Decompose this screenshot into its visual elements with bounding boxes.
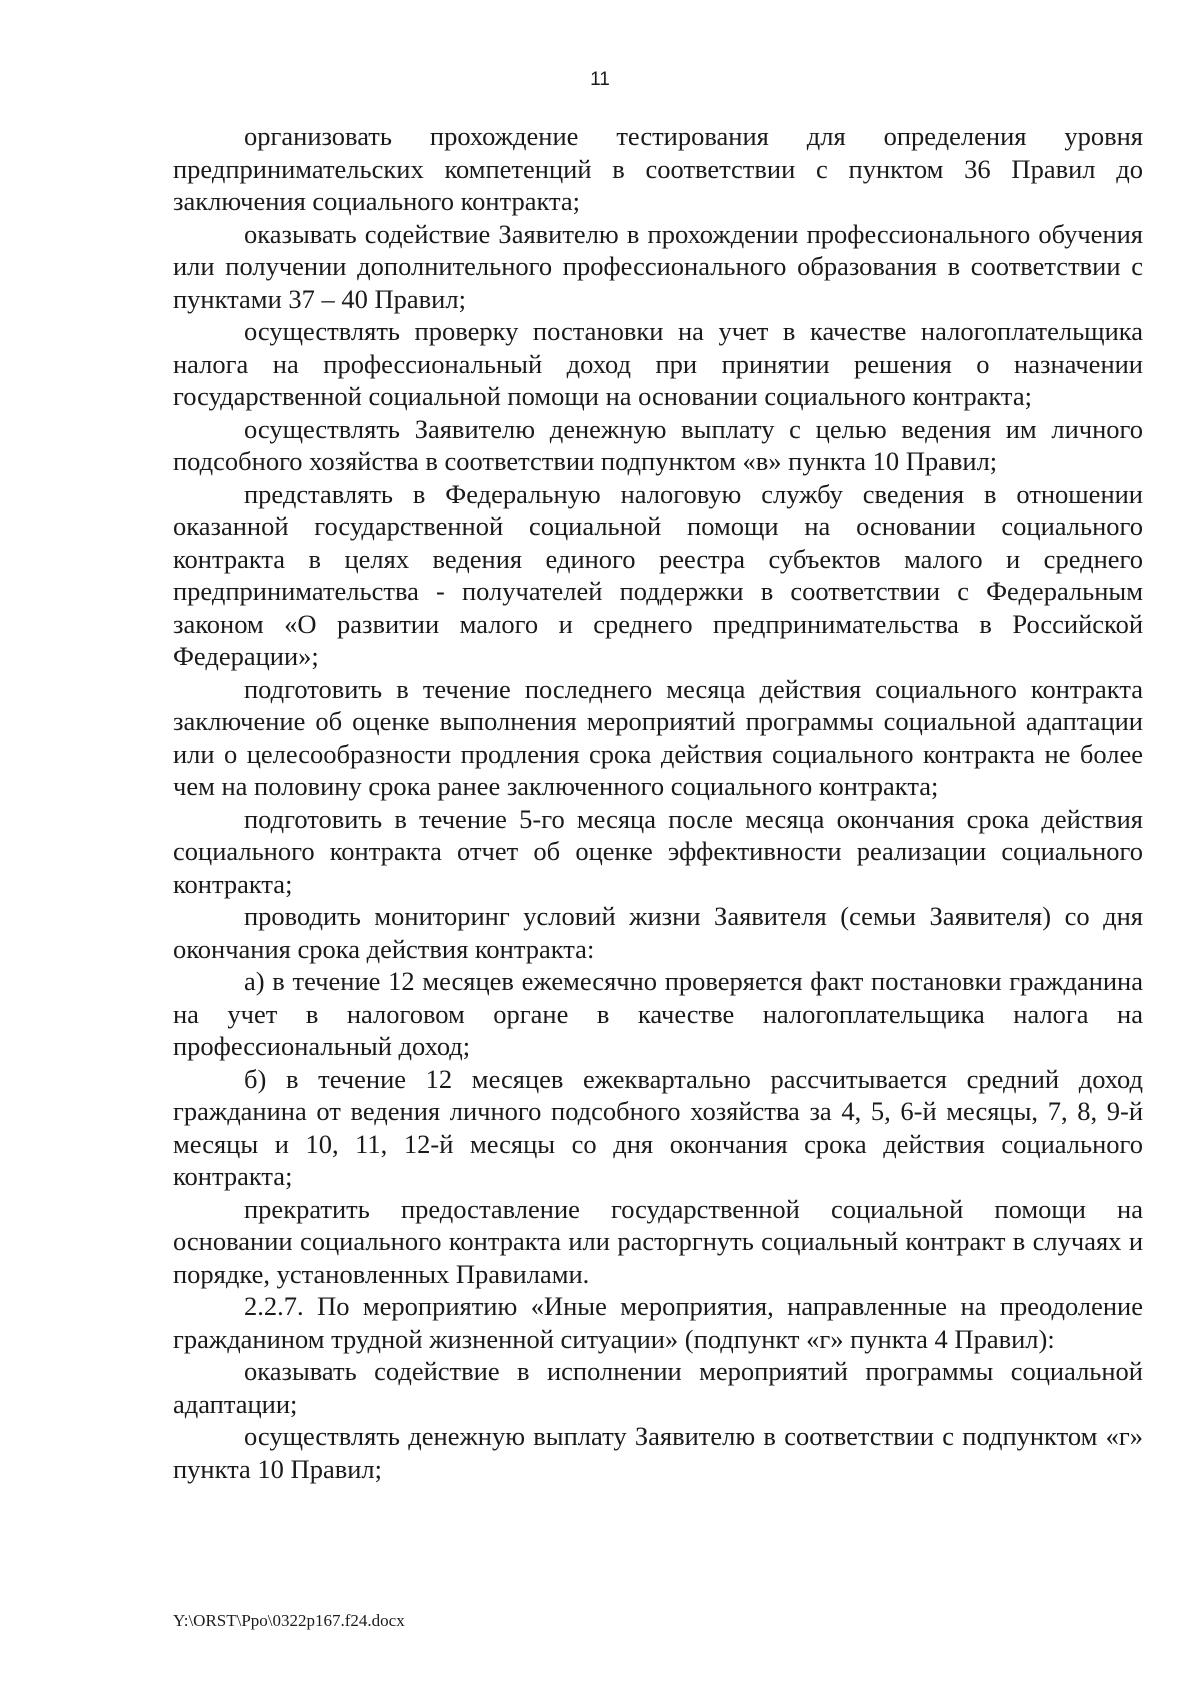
paragraph: оказывать содействие в исполнении мероприятий программы социальной адаптации; — [173, 1356, 1143, 1419]
paragraph: проводить мониторинг условий жизни Заявителя (семьи Заявителя) со дня окончания срока действия контракта: — [173, 901, 1143, 964]
paragraph: подготовить в течение последнего месяца действия социального контракта заключение об оценке выполнения мероприятий программы социальной адаптации или о целесообразности продления срока действия социального контракта не более чем на половину срока ранее заключенного социального контракта; — [173, 673, 1143, 801]
paragraph: прекратить предоставление государственной социальной помощи на основании социального контракта или расторгнуть социальный контракт в случаях и порядке, установленных Правилами. — [173, 1193, 1143, 1289]
footer-file-path: Y:\ORST\Ppo\0322p167.f24.docx — [173, 1611, 405, 1630]
page-number: 11 — [590, 69, 610, 90]
paragraph: осуществлять проверку постановки на учет в качестве налогоплательщика налога на профессиональный доход при принятии решения о назначении государственной социальной помощи на основании социального контракта; — [173, 316, 1143, 411]
section-heading-2-2-7: 2.2.7. По мероприятию «Иные мероприятия, направленные на преодоление гражданином трудной жизненной ситуации» (подпункт «г» пункта 4 Правил): — [173, 1291, 1143, 1354]
paragraph: подготовить в течение 5-го месяца после месяца окончания срока действия социального контракта отчет об оценке эффективности реализации социального контракта; — [173, 803, 1143, 899]
list-item-b: б) в течение 12 месяцев ежеквартально рассчитывается средний доход гражданина от ведения личного подсобного хозяйства за 4, 5, 6-й месяцы, 7, 8, 9-й месяцы и 10, 11, 12-й месяцы со дня окончания срока действия социального контракта; — [173, 1063, 1143, 1191]
paragraph: осуществлять Заявителю денежную выплату с целью ведения им личного подсобного хозяйства в соответствии подпунктом «в» пункта 10 Правил; — [173, 413, 1143, 476]
paragraph: организовать прохождение тестирования для определения уровня предпринимательских компетенций в соответствии с пунктом 36 Правил до заключения социального контракта; — [173, 121, 1143, 216]
document-body — [173, 120, 1143, 1485]
list-item-a: а) в течение 12 месяцев ежемесячно проверяется факт постановки гражданина на учет в налоговом органе в качестве налогоплательщика налога на профессиональный доход; — [173, 966, 1143, 1061]
paragraph: осуществлять денежную выплату Заявителю в соответствии с подпунктом «г» пункта 10 Правил; — [173, 1421, 1143, 1484]
paragraph: оказывать содействие Заявителю в прохождении профессионального обучения или получении дополнительного профессионального образования в соответствии с пунктами 37 – 40 Правил; — [173, 218, 1143, 314]
paragraph: представлять в Федеральную налоговую службу сведения в отношении оказанной государственной социальной помощи на основании социального контракта в целях ведения единого реестра субъектов малого и среднего предпринимательства - получателей поддержки в соответствии с Федеральным законом «О развитии малого и среднего предпринимательства в Российской Федерации»; — [173, 478, 1143, 671]
